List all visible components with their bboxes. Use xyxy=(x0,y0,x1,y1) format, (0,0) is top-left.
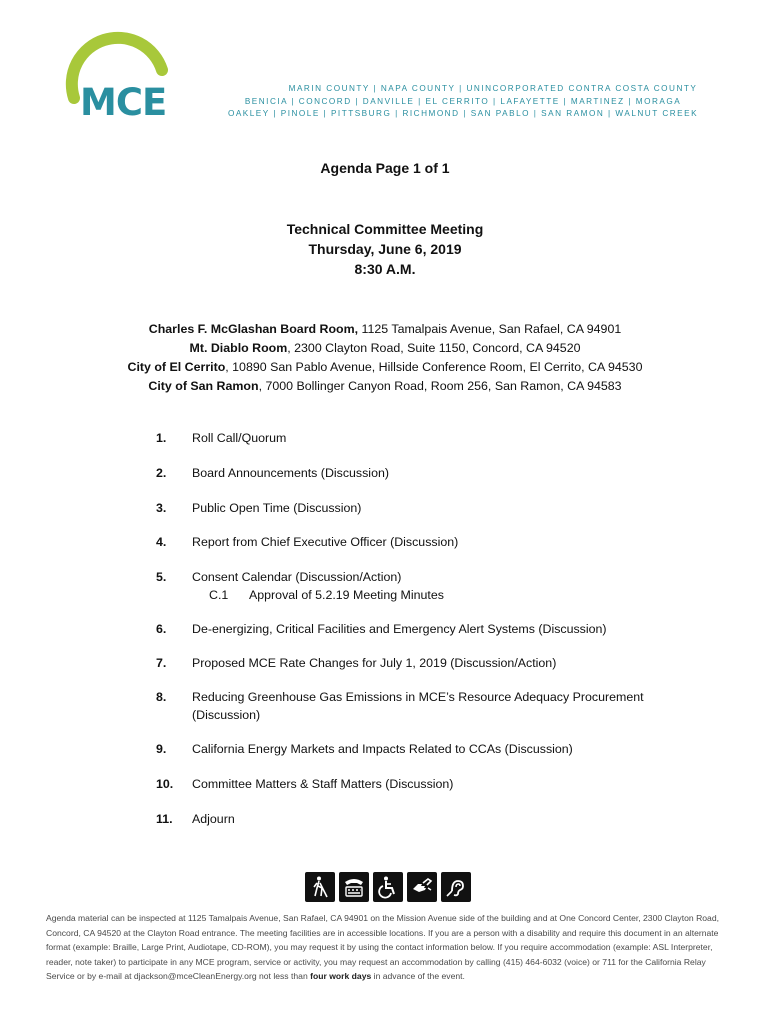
meeting-title: Technical Committee Meeting xyxy=(286,221,484,237)
meeting-header xyxy=(0,219,770,279)
location-address: , 2300 Clayton Road, Suite 1150, Concord, CA 94520 xyxy=(287,341,581,355)
meeting-date: Thursday, June 6, 2019 xyxy=(308,241,462,257)
tty-icon xyxy=(339,872,369,902)
meeting-locations xyxy=(0,320,770,396)
agenda-item-text: Board Announcements (Discussion) xyxy=(192,466,389,480)
agenda-item-number: 9. xyxy=(156,742,167,756)
agenda-subitem xyxy=(209,586,444,604)
agenda-item-text: Consent Calendar (Discussion/Action) xyxy=(192,570,402,584)
agenda-item-number: 8. xyxy=(156,690,167,704)
agenda-item-number: 7. xyxy=(156,656,167,670)
location-name: City of El Cerrito xyxy=(127,360,226,374)
agenda-subitem-text: Approval of 5.2.19 Meeting Minutes xyxy=(249,588,444,602)
accessibility-notice xyxy=(46,911,728,984)
agenda-item-text: Roll Call/Quorum xyxy=(192,431,287,445)
location-name: City of San Ramon xyxy=(148,379,259,393)
blind-cane-icon xyxy=(305,872,335,902)
location-line xyxy=(0,377,770,396)
counties-line-3: OAKLEY | PINOLE | PITTSBURG | RICHMOND | SAN PABLO | SAN RAMON | WALNUT CREEK xyxy=(227,109,699,118)
member-communities xyxy=(198,83,728,121)
agenda-item-number: 1. xyxy=(156,431,167,445)
location-address: 1125 Tamalpais Avenue, San Rafael, CA 94901 xyxy=(358,322,622,336)
agenda-item-number: 5. xyxy=(156,570,167,584)
counties-line-2: BENICIA | CONCORD | DANVILLE | EL CERRITO | LAFAYETTE | MARTINEZ | MORAGA xyxy=(244,96,682,106)
footer-end: in advance of the event. xyxy=(371,971,465,982)
agenda-item-text: De-energizing, Critical Facilities and Emergency Alert Systems (Discussion) xyxy=(192,622,607,636)
footer-bold: four work days xyxy=(310,971,372,982)
mce-logo xyxy=(52,18,178,122)
logo-text: MCE xyxy=(80,81,167,124)
agenda-item-text: Adjourn xyxy=(192,812,235,826)
agenda-item-number: 3. xyxy=(156,501,167,515)
location-address: , 10890 San Pablo Avenue, Hillside Conference Room, El Cerrito, CA 94530 xyxy=(225,360,643,374)
wheelchair-icon xyxy=(373,872,403,902)
agenda-subitem-number: C.1 xyxy=(209,588,229,602)
agenda-item-number: 6. xyxy=(156,622,167,636)
meeting-time: 8:30 A.M. xyxy=(354,261,416,277)
agenda-page-label: Agenda Page 1 of 1 xyxy=(320,160,450,176)
agenda-item-text: Report from Chief Executive Officer (Discussion) xyxy=(192,535,459,549)
location-line xyxy=(0,358,770,377)
location-line xyxy=(0,339,770,358)
agenda-item-text: Public Open Time (Discussion) xyxy=(192,501,362,515)
location-name: Charles F. McGlashan Board Room, xyxy=(148,322,359,336)
agenda-item-text: California Energy Markets and Impacts Related to CCAs (Discussion) xyxy=(192,742,573,756)
agenda-item-number: 10. xyxy=(156,777,174,791)
agenda-item-text: Proposed MCE Rate Changes for July 1, 2019 (Discussion/Action) xyxy=(192,656,557,670)
location-line xyxy=(0,320,770,339)
agenda-item-number: 11. xyxy=(156,812,173,826)
sign-language-icon xyxy=(407,872,437,902)
accessibility-icons xyxy=(305,872,471,902)
agenda-item-number: 2. xyxy=(156,466,167,480)
footer-text: Agenda material can be inspected at 1125 Tamalpais Avenue, San Rafael, CA 94901 on the Mission Avenue side of the building and at One Concord Center, 2300 Clayton Road, Concord, CA 94520 at the Clayton Road entrance. The meeting facilities are in accessible locations. If you are a person with a disability and require this document in an alternate format (example: Braille, Large Print, Audiotape, CD-ROM), you may request it by using the contact information below. If you require accommodation (example: ASL Interpreter, reader, note taker) to participate in any MCE program, service or activity, you may request an accommodation by calling (415) 464-6032 (voice) or 711 for the California Relay Service or by e-mail at djackson@mceCleanEnergy.org not less than xyxy=(46,913,719,982)
hearing-assist-icon xyxy=(441,872,471,902)
location-name: Mt. Diablo Room xyxy=(189,341,288,355)
location-address: , 7000 Bollinger Canyon Road, Room 256, San Ramon, CA 94583 xyxy=(258,379,622,393)
counties-line-1: MARIN COUNTY | NAPA COUNTY | UNINCORPORATED CONTRA COSTA COUNTY xyxy=(288,84,698,93)
agenda-item-number: 4. xyxy=(156,535,167,549)
agenda-item-text: Reducing Greenhouse Gas Emissions in MCE’s Resource Adequacy Procurement (Discussion) xyxy=(192,690,644,722)
agenda-item-text: Committee Matters & Staff Matters (Discussion) xyxy=(192,777,454,791)
